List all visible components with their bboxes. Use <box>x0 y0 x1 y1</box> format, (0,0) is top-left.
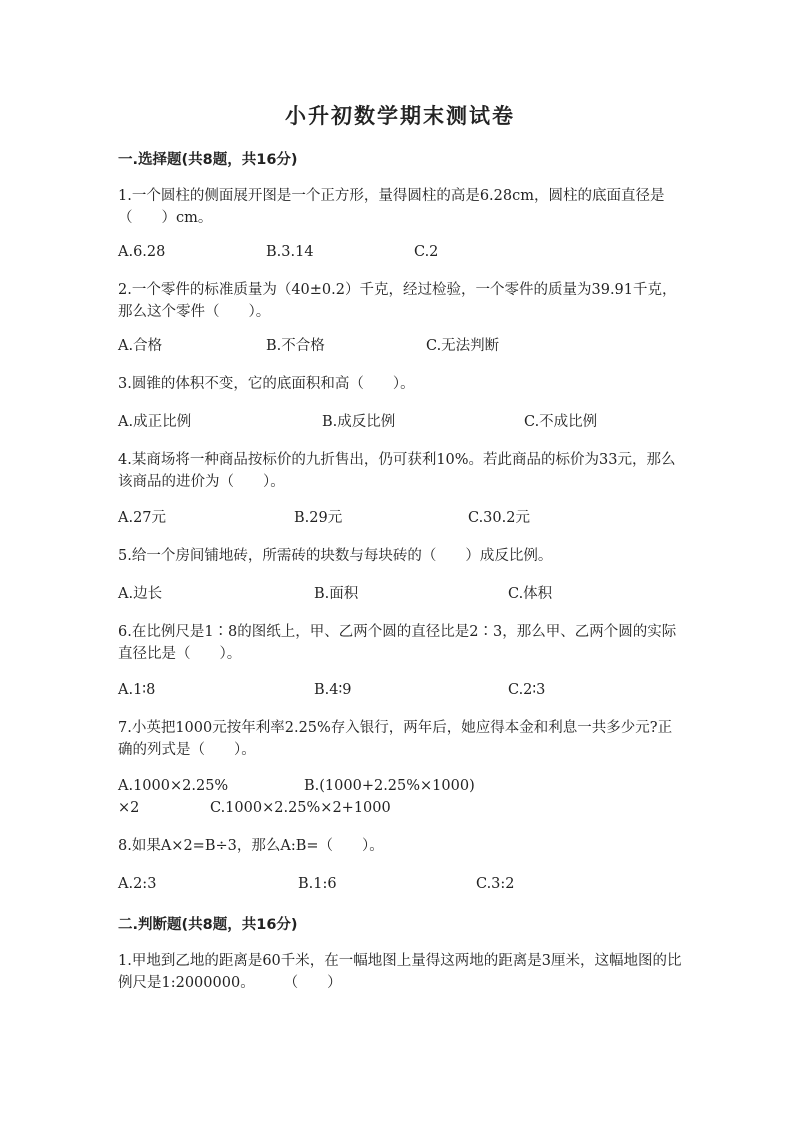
option-a: A.边长 <box>118 586 163 602</box>
option-c: C.1000×2.25%×2+1000 <box>210 800 391 816</box>
option-a: A.2:3 <box>118 876 157 892</box>
option-c: C.2∶3 <box>508 682 546 698</box>
option-c: C.30.2元 <box>468 510 530 526</box>
options-3 <box>118 411 682 433</box>
question-2: 2.一个零件的标准质量为（40±0.2）千克，经过检验，一个零件的质量为39.91千克，那么这个零件（ ）。 <box>118 282 677 320</box>
section-heading: 一.选择题(共8题，共16分) <box>118 152 298 168</box>
option-a: A.6.28 <box>118 244 166 260</box>
option-a: A.27元 <box>118 510 167 526</box>
options-7 <box>118 775 682 819</box>
section-choice <box>118 148 682 895</box>
option-b: B.成反比例 <box>322 414 396 430</box>
option-c: C.不成比例 <box>524 414 598 430</box>
option-b: B.29元 <box>294 510 343 526</box>
options-8 <box>118 873 682 895</box>
options-5 <box>118 583 682 605</box>
option-b: B.面积 <box>314 586 359 602</box>
question-8: 8.如果A×2=B÷3，那么A:B=（ ）。 <box>118 838 384 854</box>
option-b-continued: ×2 <box>118 800 140 816</box>
section-true-false <box>118 913 682 994</box>
question-7: 7.小英把1000元按年利率2.25%存入银行，两年后，她应得本金和利息一共多少元?正确的列式是（ ）。 <box>118 720 673 758</box>
section-heading: 二.判断题(共8题，共16分) <box>118 917 298 933</box>
question-3: 3.圆锥的体积不变，它的底面积和高（ ）。 <box>118 376 415 392</box>
option-b: B.1:6 <box>298 876 337 892</box>
option-b: B.3.14 <box>266 244 314 260</box>
option-b: B.(1000+2.25%×1000) <box>304 778 475 794</box>
question-1: 1.甲地到乙地的距离是60千米，在一幅地图上量得这两地的距离是3厘米，这幅地图的比例尺是1:2000000。 （ ） <box>118 953 682 991</box>
options-1 <box>118 241 682 263</box>
option-a: A.1000×2.25% <box>118 778 229 794</box>
question-5: 5.给一个房间铺地砖，所需砖的块数与每块砖的（ ）成反比例。 <box>118 548 553 564</box>
option-c: C.3:2 <box>476 876 515 892</box>
options-4 <box>118 507 682 529</box>
question-4: 4.某商场将一种商品按标价的九折售出，仍可获利10%。若此商品的标价为33元，那么该商品的进价为（ ）。 <box>118 452 676 490</box>
option-a: A.1∶8 <box>118 682 156 698</box>
question-1: 1.一个圆柱的侧面展开图是一个正方形，量得圆柱的高是6.28cm，圆柱的底面直径是（ ）cm。 <box>118 188 665 226</box>
option-b: B.4∶9 <box>314 682 352 698</box>
question-6: 6.在比例尺是1∶8的图纸上，甲、乙两个圆的直径比是2∶3，那么甲、乙两个圆的实际直径比是（ ）。 <box>118 624 677 662</box>
options-6 <box>118 679 682 701</box>
option-c: C.无法判断 <box>426 338 500 354</box>
page-title: 小升初数学期末测试卷 <box>285 104 515 128</box>
options-2 <box>118 335 682 357</box>
option-b: B.不合格 <box>266 338 325 354</box>
option-c: C.2 <box>414 244 439 260</box>
option-a: A.合格 <box>118 338 163 354</box>
option-c: C.体积 <box>508 586 553 602</box>
option-a: A.成正比例 <box>118 414 192 430</box>
